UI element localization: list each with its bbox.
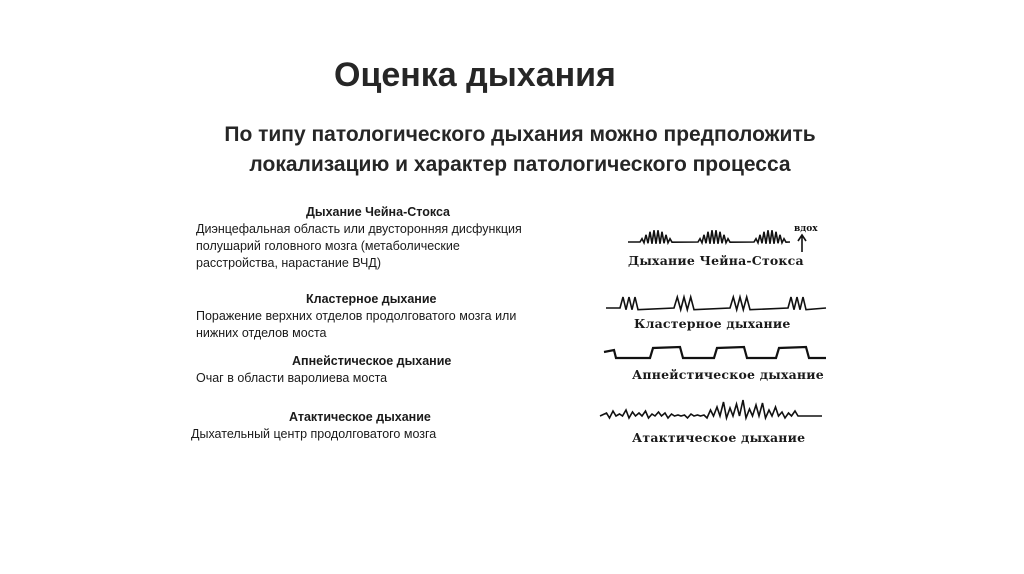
inhale-label: вдох — [794, 224, 818, 234]
ataxic-description — [191, 426, 436, 443]
description-line: нижних отделов моста — [196, 326, 327, 340]
apneustic-waveform — [604, 347, 826, 358]
slide-title: Оценка дыхания — [334, 56, 616, 94]
ataxic-block — [191, 409, 436, 443]
ataxic-waveform — [600, 400, 822, 418]
cluster-block — [196, 291, 516, 342]
cluster-heading: Кластерное дыхание — [306, 292, 437, 306]
cluster-description — [196, 308, 516, 342]
subtitle-line: По типу патологического дыхания можно предположить — [224, 123, 816, 146]
breathing-patterns-figure — [590, 210, 840, 470]
apneustic-caption: Апнейстическое дыхание — [632, 367, 824, 382]
cheyne-stokes-description — [196, 221, 522, 272]
slide-subtitle — [180, 120, 860, 180]
description-line: Диэнцефальная область или двусторонняя дисфункция — [196, 222, 522, 236]
cheyne-stokes-waveform — [628, 230, 790, 244]
apneustic-block — [196, 353, 451, 387]
cluster-waveform — [606, 297, 826, 310]
ataxic-caption: Атактическое дыхание — [632, 430, 806, 445]
ataxic-heading: Атактическое дыхание — [289, 410, 431, 424]
subtitle-line: локализацию и характер патологического процесса — [249, 153, 791, 176]
description-line: расстройства, нарастание ВЧД) — [196, 256, 381, 270]
cluster-caption: Кластерное дыхание — [634, 316, 791, 331]
apneustic-description — [196, 370, 451, 387]
description-line: Поражение верхних отделов продолговатого мозга или — [196, 309, 517, 323]
apneustic-heading: Апнейстическое дыхание — [292, 354, 452, 368]
description-line: Очаг в области варолиева моста — [196, 371, 388, 385]
inhale-arrow-icon — [798, 235, 806, 252]
description-line: полушарий головного мозга (метаболические — [196, 239, 460, 253]
cheyne-stokes-heading: Дыхание Чейна-Стокса — [306, 205, 450, 219]
description-line: Дыхательный центр продолговатого мозга — [191, 427, 437, 441]
cheyne-stokes-block — [196, 204, 522, 272]
cheyne-stokes-caption: Дыхание Чейна-Стокса — [628, 253, 804, 268]
